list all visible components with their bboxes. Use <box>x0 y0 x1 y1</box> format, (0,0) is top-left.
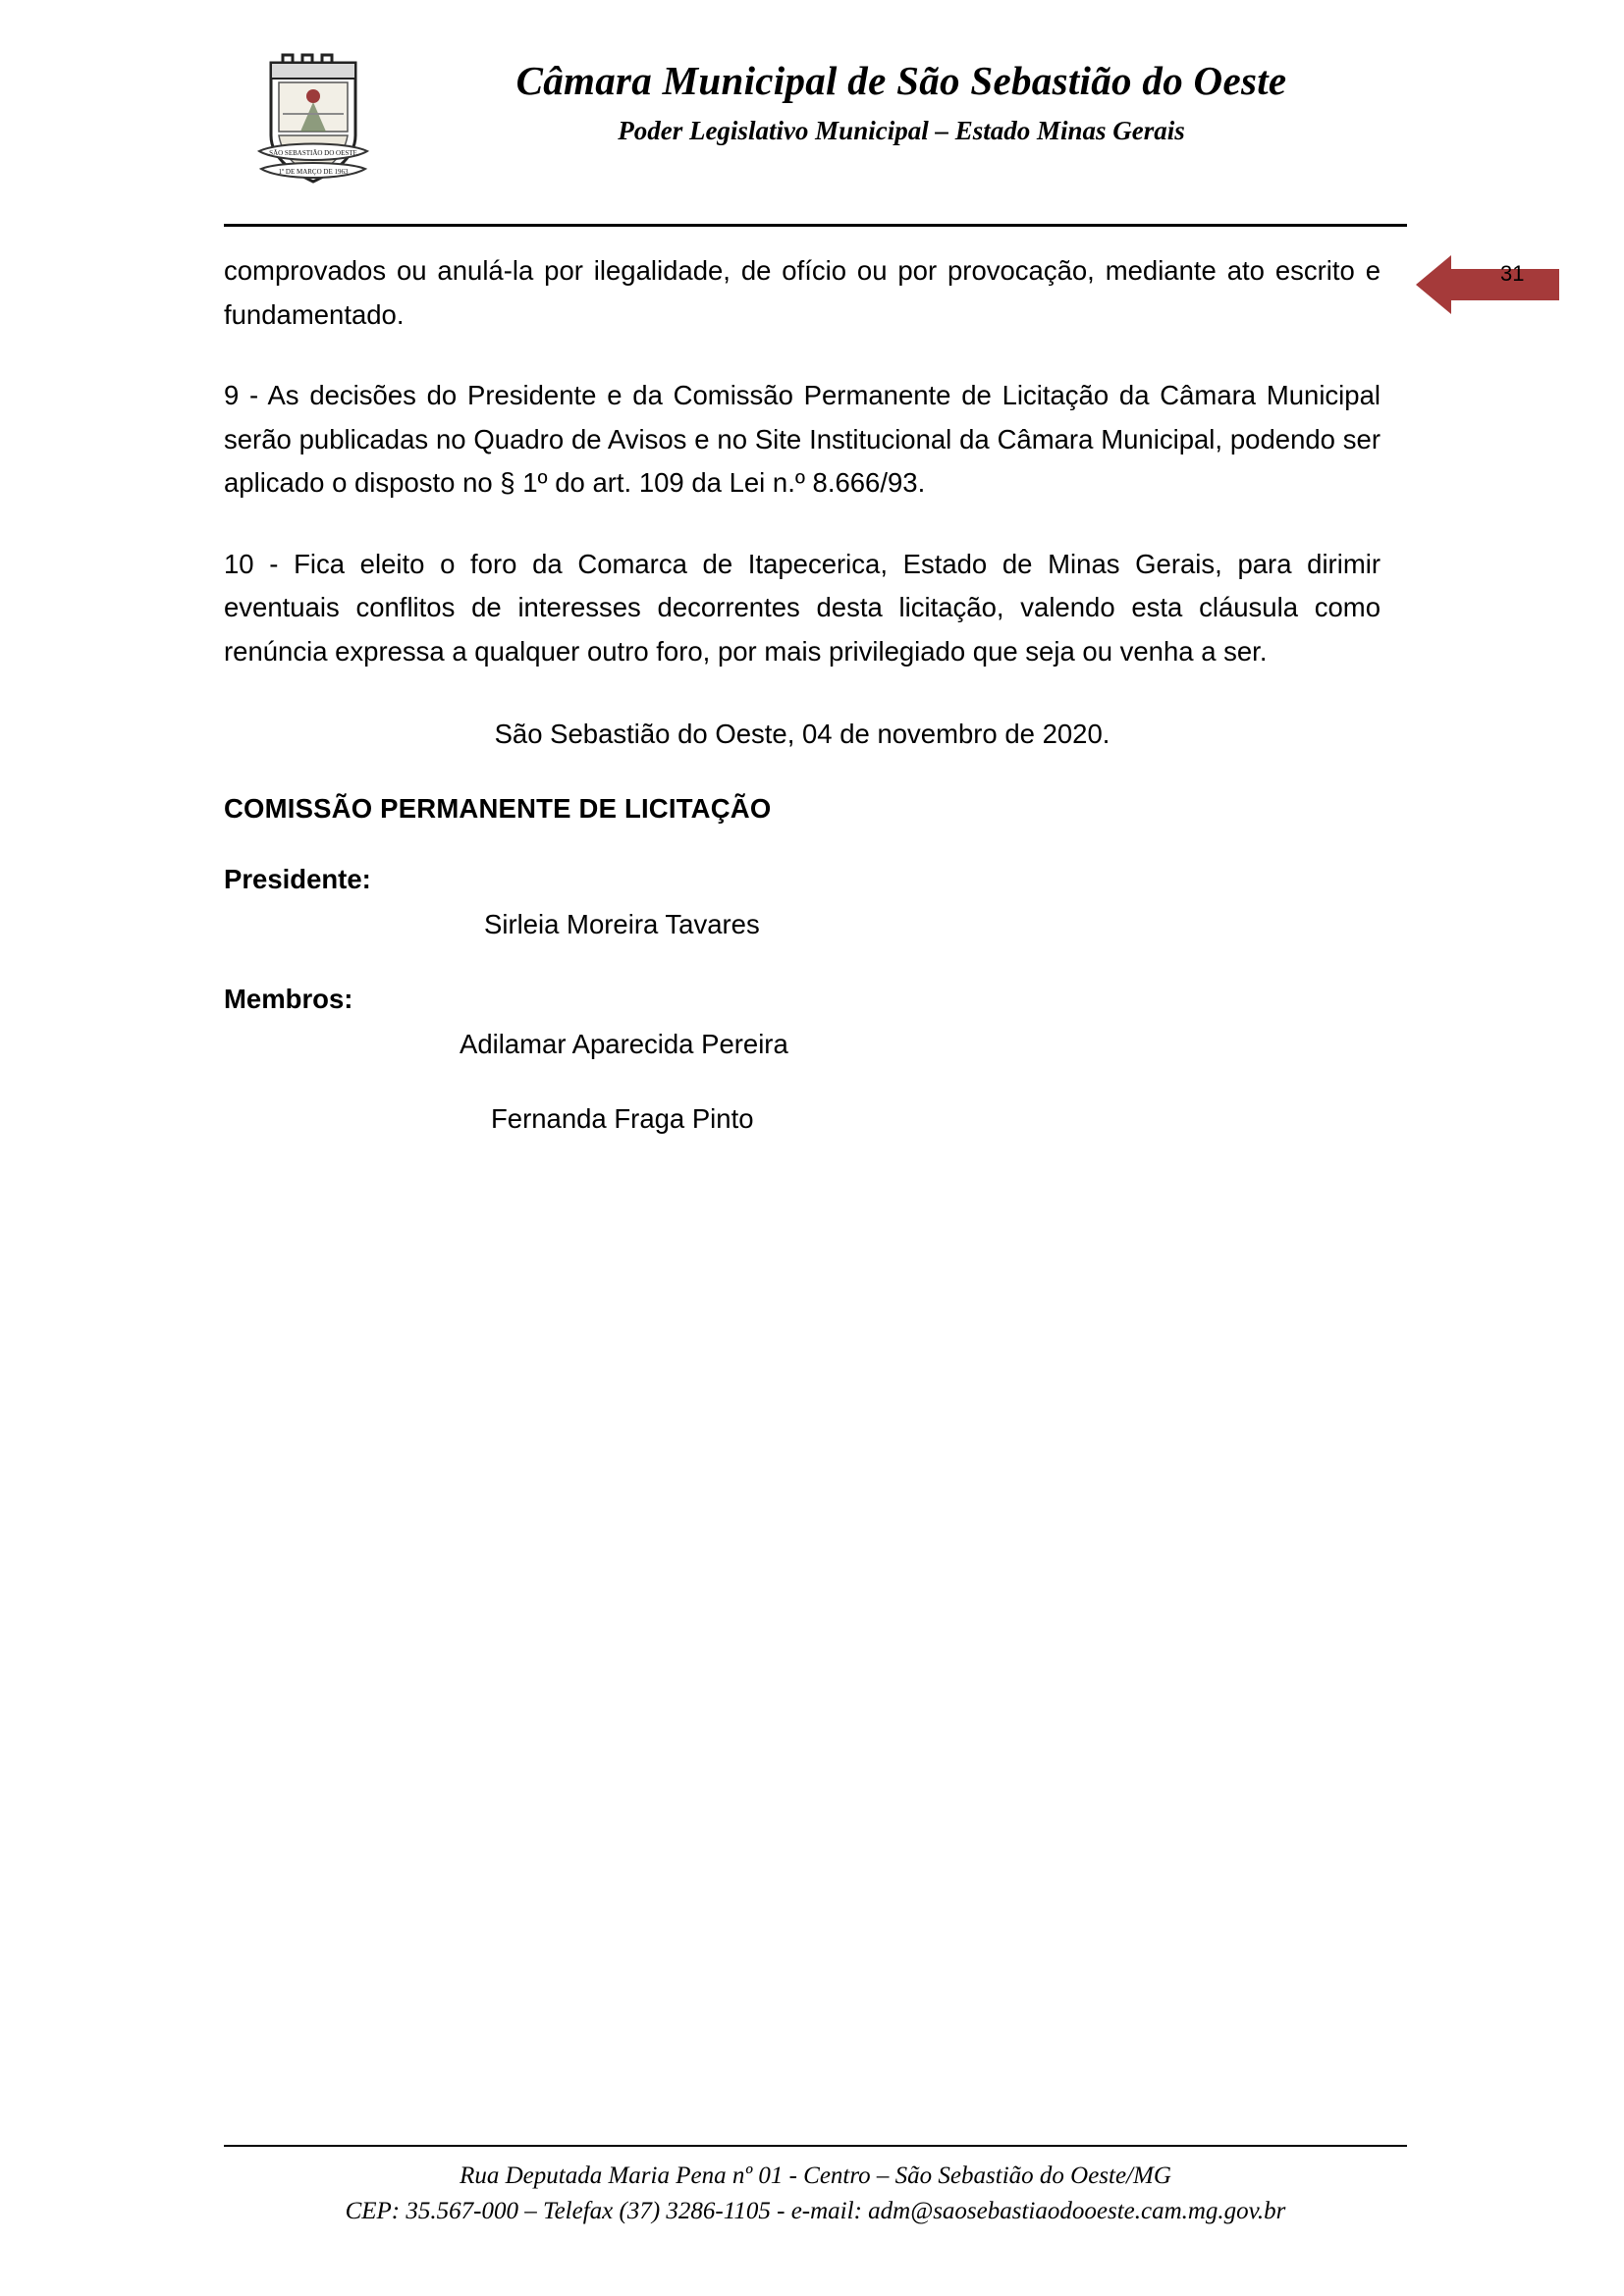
members-label: Membros: <box>224 984 353 1015</box>
header-divider <box>224 224 1407 227</box>
clause-10-paragraph: 10 - Fica eleito o foro da Comarca de Itapecerica, Estado de Minas Gerais, para dirimir eventuais conflitos de interesses decorrentes desta licitação, valendo esta cláusula como renúncia expressa a qualquer outro foro, por mais privilegiado que seja ou venha a ser. <box>224 548 1380 667</box>
member-name-2: Fernanda Fraga Pinto <box>491 1103 754 1135</box>
president-name: Sirleia Moreira Tavares <box>484 909 760 940</box>
page-number-callout <box>1414 247 1561 322</box>
footer-divider <box>224 2145 1407 2147</box>
footer-address: Rua Deputada Maria Pena nº 01 - Centro – São Sebastião do Oeste/MG <box>460 2162 1171 2189</box>
left-arrow-icon <box>1414 247 1561 322</box>
coat-of-arms-icon <box>253 45 373 192</box>
member-name-1: Adilamar Aparecida Pereira <box>460 1029 788 1060</box>
footer-contact: CEP: 35.567-000 – Telefax (37) 3286-1105 - e-mail: adm@saosebastiaodooeste.cam.mg.gov.br <box>345 2197 1286 2224</box>
header-text-block <box>401 57 1402 146</box>
page-number-label: 31 <box>1500 261 1525 286</box>
document-footer <box>224 2145 1407 2230</box>
crest-caption-top: SÃO SEBASTIÃO DO OESTE <box>269 149 357 157</box>
document-header <box>224 39 1412 211</box>
document-body <box>224 243 1380 1178</box>
president-label: Presidente: <box>224 864 371 895</box>
crest-caption-bottom: 1º DE MARÇO DE 1963 <box>278 168 349 176</box>
place-and-date: São Sebastião do Oeste, 04 de novembro de 2020. <box>494 719 1110 750</box>
organization-title: Câmara Municipal de São Sebastião do Oeste <box>515 58 1287 103</box>
committee-heading: COMISSÃO PERMANENTE DE LICITAÇÃO <box>224 793 772 825</box>
clause-9-paragraph: 9 - As decisões do Presidente e da Comissão Permanente de Licitação da Câmara Municipal serão publicadas no Quadro de Avisos e no Site Institucional da Câmara Municipal, podendo ser aplicado o disposto no § 1º do art. 109 da Lei n.º 8.666/93. <box>224 380 1380 499</box>
organization-subtitle: Poder Legislativo Municipal – Estado Minas Gerais <box>618 116 1185 145</box>
paragraph-continued: comprovados ou anulá-la por ilegalidade, de ofício ou por provocação, mediante ato escrito e fundamentado. <box>224 255 1380 330</box>
